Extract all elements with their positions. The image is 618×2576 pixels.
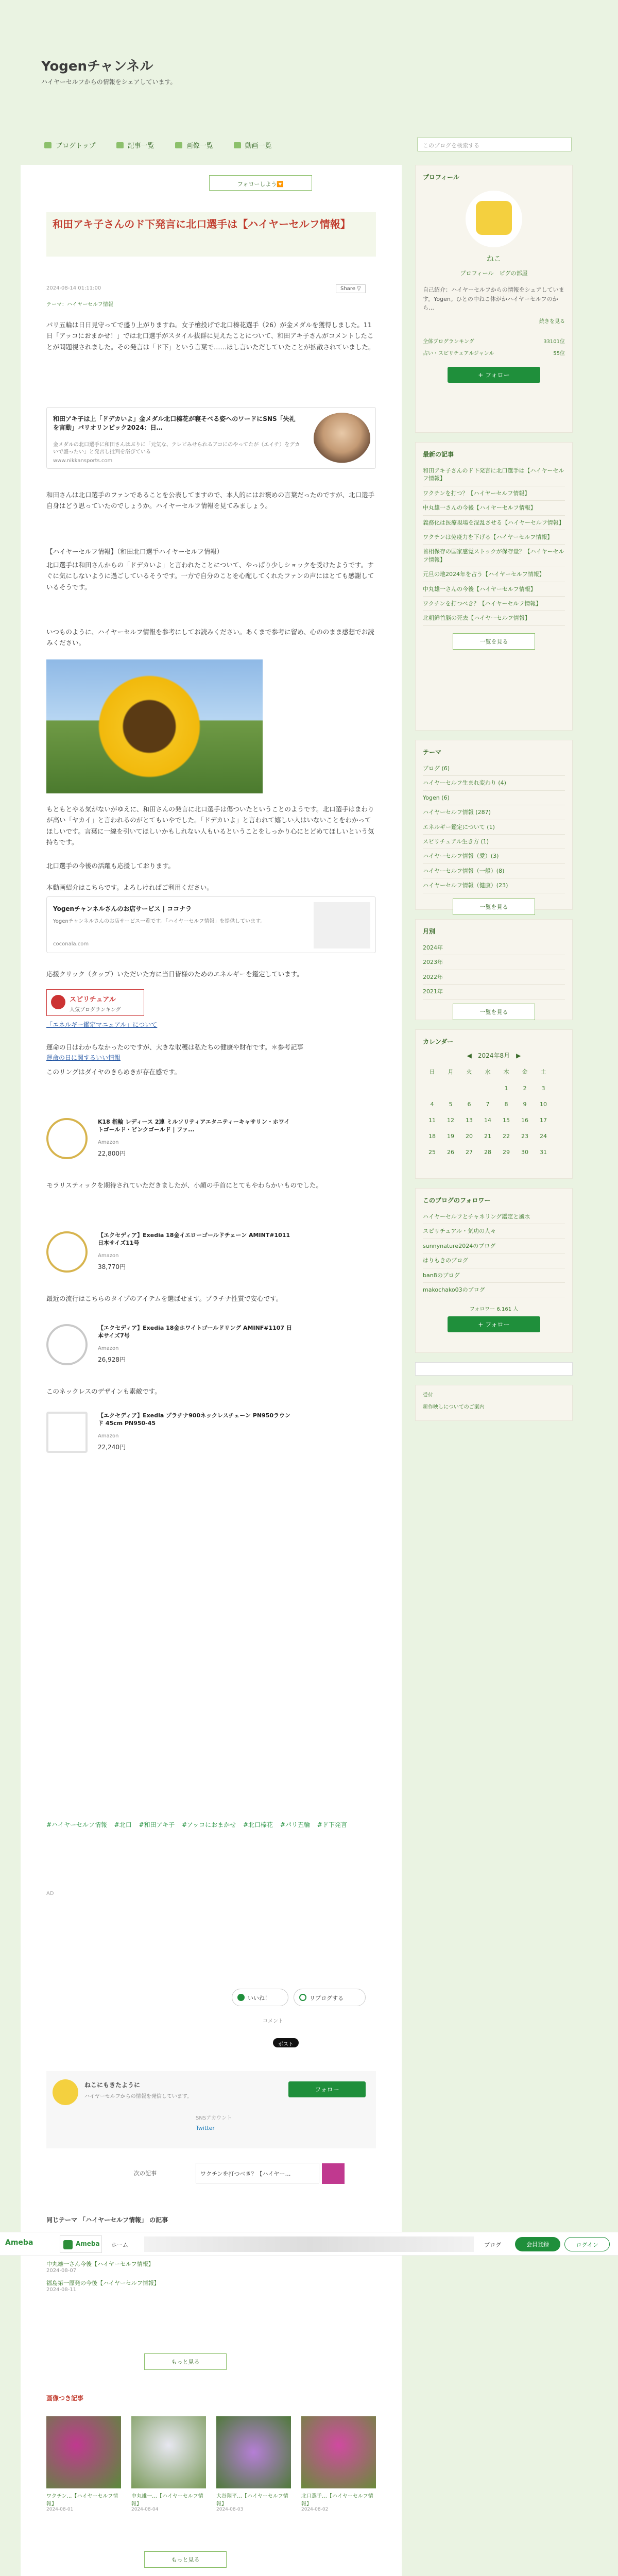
sns-label: SNSアカウント xyxy=(196,2115,232,2121)
blog-search-input[interactable]: このブログを検索する xyxy=(417,137,572,151)
profile-box xyxy=(415,165,573,433)
hashtag[interactable]: #ハイヤーセルフ情報 xyxy=(46,1821,107,1828)
calendar-day[interactable]: 26 xyxy=(447,1149,454,1156)
link-card-thumbnail xyxy=(314,902,370,948)
follower-link[interactable]: makochako03のブログ xyxy=(423,1283,565,1297)
author-desc: ハイヤーセルフからの情報を発信しています。 xyxy=(84,2094,192,2099)
nav-article-list[interactable] xyxy=(116,140,154,150)
popular-item-date: 2024-08-04 xyxy=(131,2507,159,2512)
next-article-label: 次の記事 xyxy=(134,2170,157,2177)
popular-item-title: ワクチン…【ハイヤーセルフ情報】 xyxy=(46,2494,118,2507)
calendar-day[interactable]: 7 xyxy=(486,1101,490,1108)
product-card-4[interactable] xyxy=(46,1406,376,1463)
ameba-brand-label: Ameba xyxy=(76,2240,100,2247)
hashtag-list xyxy=(46,1819,376,1831)
mid-text-2: 最近の流行はこちらのタイプのアイテムを選ばせます。ブラチナ性質で安心です。 xyxy=(46,1295,283,1302)
calendar-prev-icon[interactable]: ◀ xyxy=(467,1052,478,1059)
product-image xyxy=(46,1324,88,1365)
calendar-day[interactable]: 16 xyxy=(521,1117,528,1124)
link-card-nikkan[interactable] xyxy=(46,407,376,469)
calendar-day[interactable]: 20 xyxy=(466,1133,473,1140)
calendar-weekday: 土 xyxy=(540,1069,546,1075)
ameba-logo[interactable]: Ameba xyxy=(5,2239,33,2247)
popular-item-title: 大谷翔平…【ハイヤーセルフ情報】 xyxy=(216,2494,288,2507)
calendar-month-label: 2024年8月 xyxy=(477,1052,510,1059)
article-title: 和田アキ子さんのド下発言に北口選手は【ハイヤーセルフ情報】 xyxy=(53,218,351,230)
calendar-day[interactable]: 22 xyxy=(503,1133,510,1140)
comment-link[interactable]: コメント xyxy=(263,2019,283,2024)
recent-article-link[interactable]: 義務化は医療現場を混乱させる【ハイヤーセルフ情報】 xyxy=(423,516,565,530)
profile-avatar[interactable] xyxy=(466,191,522,247)
product-image xyxy=(46,1412,88,1453)
calendar-day[interactable]: 5 xyxy=(449,1101,453,1108)
calendar-day[interactable]: 24 xyxy=(540,1133,547,1140)
hashtag[interactable]: #和田アキ子 xyxy=(139,1821,175,1828)
follower-link[interactable]: はりもきのブログ xyxy=(423,1253,565,1268)
ameba-header-bar xyxy=(0,2232,618,2256)
footer-link[interactable]: 新作映しについてのご案内 xyxy=(423,1404,485,1410)
popular-more-button[interactable]: もっと見る xyxy=(144,2551,227,2568)
archive-title: 月別 xyxy=(423,928,436,935)
like-icon xyxy=(237,1994,245,2001)
follower-link[interactable]: スピリチュアル・気功の人々 xyxy=(423,1224,565,1239)
recent-article-link[interactable]: ワクチンを打つ？【ハイヤーセルフ情報】 xyxy=(423,486,565,501)
hashtag[interactable]: #北口 xyxy=(114,1821,132,1828)
popular-item[interactable] xyxy=(301,2416,376,2512)
ad-label: AD xyxy=(46,1891,54,1896)
recent-article-link[interactable]: ワクチンを打つべき？【ハイヤーセルフ情報】 xyxy=(423,597,565,611)
post-share-button[interactable]: ポスト xyxy=(273,2038,299,2047)
follower-link[interactable]: sunnynature2024のブログ xyxy=(423,1239,565,1253)
same-theme-item[interactable] xyxy=(46,2279,376,2293)
calendar-weekday: 水 xyxy=(485,1069,491,1075)
author-name: ねこにもきたように xyxy=(84,2081,141,2089)
calendar-day[interactable]: 3 xyxy=(541,1085,545,1092)
nav-image-list[interactable] xyxy=(175,140,213,150)
calendar-day[interactable]: 14 xyxy=(484,1117,491,1124)
product-price: 22,800円 xyxy=(98,1150,126,1157)
article-title-box xyxy=(46,212,376,257)
ameba-register-button[interactable]: 会員登録 xyxy=(515,2237,560,2251)
calendar-day[interactable]: 27 xyxy=(466,1149,473,1156)
ameba-home-link[interactable]: ホーム xyxy=(111,2242,128,2248)
profile-follow-button[interactable]: + フォロー xyxy=(448,367,540,383)
calendar-day[interactable]: 15 xyxy=(503,1117,510,1124)
product-shop: Amazon xyxy=(98,1346,119,1351)
link-card-title: 和田アキ子は上「ドデカいよ」金メダル北口榛花が寝そべる姿へのワードにSNS「失礼を言動」パリオリンピック2024：日… xyxy=(53,415,296,432)
footer-link[interactable]: 受付 xyxy=(423,1393,433,1398)
ranking-link[interactable]: 「エネルギー鑑定マニュアル」について xyxy=(46,1021,158,1028)
calendar-day[interactable]: 25 xyxy=(428,1149,436,1156)
sidebar-footer-links xyxy=(415,1385,573,1421)
author-follow-box xyxy=(46,2071,376,2148)
followers-follow-button[interactable]: + フォロー xyxy=(448,1316,540,1332)
spiritual-ranking-banner[interactable] xyxy=(46,989,144,1016)
follower-count: フォロワー 6,161 人 xyxy=(469,1307,519,1313)
popular-thumb xyxy=(46,2416,121,2488)
popular-item[interactable] xyxy=(216,2416,291,2512)
product-shop: Amazon xyxy=(98,1433,119,1439)
product-name: 【エクセディア】Exedia 18金ホワイトゴールドリング AMINF#1107 日本サイズ7号 xyxy=(98,1325,292,1340)
hashtag[interactable]: #パリ五輪 xyxy=(280,1821,310,1828)
global-nav xyxy=(44,140,272,150)
theme-link[interactable]: Yogen (6) xyxy=(423,791,565,805)
same-theme-title: 同じテーマ 「ハイヤーセルフ情報」 の記事 xyxy=(46,2216,168,2224)
product-price: 22,240円 xyxy=(98,1444,126,1451)
calendar-day[interactable]: 4 xyxy=(430,1101,434,1108)
body-text: 運命の日はわからなかったのですが、大きな収穫は私たちの健康や財布です。＊参考記事 xyxy=(46,1043,304,1051)
calendar-day[interactable]: 13 xyxy=(466,1117,473,1124)
follower-link[interactable]: ハイヤーセルフとチャネリング鑑定と風水 xyxy=(423,1210,565,1224)
next-article-link[interactable] xyxy=(196,2163,319,2183)
recent-article-link[interactable]: 首相保存の国家感覚ストックが保存量？【ハイヤーセルフ情報】 xyxy=(423,545,565,567)
calendar-day[interactable]: 11 xyxy=(428,1117,436,1124)
mid-text-3: このネックレスのデザインも素敵です。 xyxy=(46,1387,161,1395)
ranking-badge-title: スピリチュアル xyxy=(70,996,116,1004)
product-name: 【エクセディア】Exedia プラチナ900ネックレスチェーン PN950ラウンド 45cm PN950-45 xyxy=(98,1412,291,1427)
author-follow-button[interactable]: フォロー xyxy=(288,2081,366,2097)
calendar-table xyxy=(423,1063,553,1160)
recent-title: 最新の記事 xyxy=(423,451,454,458)
link-card-desc: Yogenチャンネルさんのお店サービス一覧です。「ハイヤーセルフ情報」を提供しています。 xyxy=(53,919,266,924)
theme-link[interactable]: スピリチュアル生き方 (1) xyxy=(423,835,565,849)
product-card-3[interactable] xyxy=(46,1319,376,1376)
body-link[interactable]: 運命の日に関するいい情報 xyxy=(46,1054,121,1061)
calendar-day[interactable] xyxy=(441,1080,460,1096)
calendar-weekday: 日 xyxy=(429,1069,435,1075)
calendar-day[interactable]: 1 xyxy=(504,1085,508,1092)
popular-item-title: 中丸雄一…【ハイヤーセルフ情報】 xyxy=(131,2494,203,2507)
ranking-logo-icon xyxy=(51,995,65,1009)
same-theme-more-button[interactable]: もっと見る xyxy=(144,2353,227,2370)
article-date: 2024-08-14 01:11:00 xyxy=(46,285,101,291)
nav-label: ブログトップ xyxy=(56,142,96,150)
theme-link[interactable]: ハイヤーセルフ情報（愛）(3) xyxy=(423,849,565,863)
paragraph-3-head: 【ハイヤーセルフ情報】（和田北口選手ハイヤーセルフ情報） xyxy=(46,548,224,555)
archive-more-button[interactable]: 一覧を見る xyxy=(453,1004,535,1020)
calendar-day[interactable]: 2 xyxy=(523,1085,527,1092)
calendar-weekday: 火 xyxy=(466,1069,472,1075)
theme-link[interactable]: ハイヤーセルフ情報（健康）(23) xyxy=(423,878,565,893)
promo-text: 本動画紹介はこちらです。よろしければご利用ください。 xyxy=(46,884,213,891)
paragraph-6: 北口選手の今後の活躍も応援しております。 xyxy=(46,862,175,870)
cat-face-icon xyxy=(476,201,512,235)
nav-label: 画像一覧 xyxy=(186,142,213,150)
home-icon xyxy=(44,142,52,148)
nav-label: 動画一覧 xyxy=(245,142,272,150)
calendar-day[interactable]: 10 xyxy=(540,1101,547,1108)
archive-link[interactable]: 2023年 xyxy=(423,955,565,970)
popular-item[interactable] xyxy=(131,2416,206,2512)
paragraph-5: もともとやる気がないがゆえに、和田さんの発言に北口選手は傷ついたということのようです。北口選手はまわりが高い「ヤカイ」と言われるのがとてもいやでした。「ドデカいよ」と言われて嬉しい人はいないことをわかってほしいです。言葉に一線を引いてほしいかもしれない人もいるということをしっかり心にとどめてほしいという気持ちです。 xyxy=(46,805,374,846)
ameba-blurred-content xyxy=(144,2236,474,2252)
ameba-brand-block[interactable] xyxy=(60,2235,102,2253)
popular-thumb xyxy=(301,2416,376,2488)
product-price: 26,928円 xyxy=(98,1356,126,1363)
ranking-label: 全体ブログランキング xyxy=(423,338,474,345)
popular-item-title: 北口選手…【ハイヤーセルフ情報】 xyxy=(301,2494,373,2507)
next-article-title: ワクチンを打つべき？【ハイヤー… xyxy=(200,2171,291,2177)
product-shop: Amazon xyxy=(98,1253,119,1259)
same-theme-item-title: 福島第一原発の今後【ハイヤーセルフ情報】 xyxy=(46,2280,160,2286)
like-button[interactable] xyxy=(232,1989,288,2006)
popular-item-date: 2024-08-02 xyxy=(301,2507,329,2512)
body-text-2: このリングはダイヤのきらめきが存在感です。 xyxy=(46,1068,181,1076)
ranking-row-2[interactable] xyxy=(423,349,565,357)
popular-grid xyxy=(46,2416,376,2512)
ranking-value: 55位 xyxy=(553,350,565,357)
calendar-next-icon[interactable]: ▶ xyxy=(510,1052,521,1059)
twitter-link[interactable]: Twitter xyxy=(196,2125,215,2131)
blog-title[interactable]: Yogenチャンネル xyxy=(41,59,153,74)
calendar-day[interactable]: 28 xyxy=(484,1149,491,1156)
nav-video-list[interactable] xyxy=(234,140,272,150)
same-theme-section xyxy=(46,2215,376,2298)
hashtag[interactable]: #ド下発言 xyxy=(317,1821,347,1828)
list-icon xyxy=(116,142,124,148)
profile-name[interactable]: ねこ xyxy=(487,255,501,263)
theme-link[interactable]: ハイヤーセルフ生まれ変わり (4) xyxy=(423,776,565,790)
product-name: K18 指輪 レディース 2連 ミルソリティアエタニティーキャサリン・ホワイトゴールド・ピンクゴールド | ファ... xyxy=(98,1118,290,1133)
ameba-blog-link[interactable]: ブログ xyxy=(484,2242,501,2248)
link-card-desc: 金メダルの北口選手に和田さんはぶりに「元気な、テレビみせられるアコにのやってたが（エイチ）をデカいで盛ったい」と発言し批判を浴びている xyxy=(53,442,300,455)
product-card-1[interactable] xyxy=(46,1113,376,1170)
popular-thumb xyxy=(131,2416,206,2488)
theme-link[interactable]: ハイヤーセルフ情報 (287) xyxy=(423,805,565,820)
popular-item-date: 2024-08-01 xyxy=(46,2507,74,2512)
main-article-column xyxy=(21,165,402,2576)
calendar-day[interactable]: 30 xyxy=(521,1149,528,1156)
calendar-day[interactable]: 29 xyxy=(503,1149,510,1156)
intro-paragraph: パリ五輪は日日見守ってで盛り上がりますね。女子槍投げで北口榛花選手（26）が金メダルを獲得しました。11日「アッコにおまかせ！」では北口選手がスタイル抜群に見えたことについて、和田アキ子さんがコメントしたことが問題視されました。その発言は「ド下」という言葉で……ほし言いただしていたことが拡散されていました。 xyxy=(46,321,375,351)
profile-text: 自己紹介：ハイヤーセルフからの情報をシェアしています。Yogen。ひとの中ねこ体がかハイヤーセルフのから… xyxy=(423,286,564,312)
reblog-button[interactable] xyxy=(294,1989,366,2006)
follower-link[interactable]: ban8のブログ xyxy=(423,1268,565,1283)
calendar-day[interactable]: 8 xyxy=(504,1101,508,1108)
calendar-day[interactable]: 17 xyxy=(540,1117,547,1124)
themes-title: テーマ xyxy=(423,749,442,756)
spiritual-text: 応援クリック（タップ）いただいた方に当日皆様のためのエネルギーを鑑定しています。 xyxy=(46,970,303,978)
image-icon xyxy=(175,142,182,148)
nav-blog-top[interactable] xyxy=(44,140,96,150)
theme-link[interactable]: エネルギー鑑定について (1) xyxy=(423,820,565,835)
calendar-day[interactable] xyxy=(478,1080,497,1096)
calendar-day[interactable]: 31 xyxy=(540,1149,547,1156)
theme-link[interactable]: ハイヤーセルフ情報（一般）(8) xyxy=(423,864,565,878)
reblog-icon xyxy=(299,1994,306,2001)
archive-link[interactable]: 2021年 xyxy=(423,985,565,999)
article-theme[interactable]: テーマ：ハイヤーセルフ情報 xyxy=(46,302,113,308)
product-shop: Amazon xyxy=(98,1140,119,1145)
popular-title: 画像つき記事 xyxy=(46,2395,84,2402)
recent-article-link[interactable]: 和田アキ子さんのド下発言に北口選手は【ハイヤーセルフ情報】 xyxy=(423,464,565,486)
mid-text-1: モラリスティックを期待されていただきましたが、小顔の手首にとてもやわらかいものでした。 xyxy=(46,1181,323,1189)
sidebar-empty-box xyxy=(415,1362,573,1376)
paragraph-4: いつものように、ハイヤーセルフ情報を参考にしてお読みください。あくまで参考に留め、心ののまま感想でお読みください。 xyxy=(46,628,374,647)
product-name: 【エクセディア】Exedia 18金イエローゴールドチェーン AMINT#1011 日本サイズ11号 xyxy=(98,1232,290,1247)
product-price: 38,770円 xyxy=(98,1263,126,1270)
popular-thumb xyxy=(216,2416,291,2488)
calendar-box xyxy=(415,1029,573,1179)
link-card-thumbnail xyxy=(314,413,370,464)
product-card-2[interactable] xyxy=(46,1226,376,1283)
calendar-month xyxy=(423,1051,565,1060)
sunflower-flower xyxy=(93,670,206,783)
archive-link[interactable]: 2024年 xyxy=(423,941,565,955)
recent-article-link[interactable]: 元旦の地2024年を占う【ハイヤーセルフ情報】 xyxy=(423,567,565,582)
same-theme-item-date: 2024-08-07 xyxy=(46,2268,77,2274)
sidebar xyxy=(415,165,573,1430)
followers-box xyxy=(415,1188,573,1353)
profile-title: プロフィール xyxy=(423,174,459,181)
followers-title: このブログのフォロワー xyxy=(423,1197,491,1204)
theme-link[interactable]: ブログ (6) xyxy=(423,761,565,776)
hashtag[interactable]: #アッコにおまかせ xyxy=(181,1821,236,1828)
hashtag[interactable]: #北口榛花 xyxy=(243,1821,273,1828)
calendar-weekday: 月 xyxy=(448,1069,454,1075)
product-image xyxy=(46,1118,88,1159)
profile-links[interactable]: プロフィール ピグの部屋 xyxy=(460,270,528,277)
link-card-domain: coconala.com xyxy=(53,941,89,947)
follow-top-button[interactable]: フォローしよう🔽 xyxy=(209,175,312,191)
calendar-weekday: 木 xyxy=(503,1069,509,1075)
link-card-domain: www.nikkansports.com xyxy=(53,458,113,464)
paragraph-3: 北口選手は和田さんからの「ドデカいよ」と言われたことについて、やっぱり少しショックを受けたようです。すぐに気にしないように過ごしているそうです。一方で自分のことを心配してくれたファンの声にはとても感謝しているそうです。 xyxy=(46,561,374,591)
popular-item-date: 2024-08-03 xyxy=(216,2507,244,2512)
ameba-login-button[interactable]: ログイン xyxy=(564,2237,610,2251)
blog-description: ハイヤーセルフからの情報をシェアしています。 xyxy=(41,78,177,86)
product-image xyxy=(46,1231,88,1273)
paragraph-2: 和田さんは北口選手のファンであることを公表してますので、本人的にはお褒めの言葉だったのですが、北口選手自身はどう思っていたのでしょうか。ハイヤーセルフ情報を見てみましょう。 xyxy=(46,491,375,510)
calendar-day[interactable]: 21 xyxy=(484,1133,491,1140)
recent-more-button[interactable]: 一覧を見る xyxy=(453,633,535,650)
recent-article-link[interactable]: 中丸雄一さんの今後【ハイヤーセルフ情報】 xyxy=(423,582,565,597)
calendar-weekday: 金 xyxy=(522,1069,528,1075)
like-label: いいね！ xyxy=(248,1995,270,2002)
share-badge[interactable]: Share ▽ xyxy=(336,284,366,293)
same-theme-item-title: 中丸雄一さん今後【ハイヤーセルフ情報】 xyxy=(46,2261,154,2267)
nav-label: 記事一覧 xyxy=(127,142,154,150)
same-theme-item-date: 2024-08-11 xyxy=(46,2287,77,2293)
calendar-day[interactable] xyxy=(423,1080,441,1096)
calendar-day[interactable]: 19 xyxy=(447,1133,454,1140)
next-article-thumb xyxy=(322,2163,345,2184)
ranking-label: 占い・スピリチュアルジャンル xyxy=(423,350,494,357)
calendar-day[interactable] xyxy=(460,1080,478,1096)
popular-item[interactable] xyxy=(46,2416,121,2512)
video-icon xyxy=(234,142,241,148)
same-theme-item[interactable] xyxy=(46,2260,376,2274)
calendar-day[interactable]: 18 xyxy=(428,1133,436,1140)
recent-article-link[interactable]: ワクチンは免疫力を下げる【ハイヤーセルフ情報】 xyxy=(423,530,565,545)
themes-box xyxy=(415,740,573,910)
calendar-day[interactable]: 9 xyxy=(523,1101,527,1108)
author-avatar[interactable] xyxy=(53,2079,78,2105)
site-header xyxy=(0,0,618,175)
ranking-badge-sub: 人気ブログランキング xyxy=(70,1007,121,1013)
recent-article-link[interactable]: 北朝鮮首脳の死去【ハイヤーセルフ情報】 xyxy=(423,611,565,625)
archive-box xyxy=(415,919,573,1020)
recent-article-link[interactable]: 中丸雄一さんの今後【ハイヤーセルフ情報】 xyxy=(423,501,565,515)
themes-more-button[interactable]: 一覧を見る xyxy=(453,899,535,915)
link-card-title: Yogenチャンネルさんのお店サービス | ココナラ xyxy=(53,905,192,912)
ranking-value: 33101位 xyxy=(543,338,565,345)
ranking-row-1[interactable] xyxy=(423,337,565,345)
ameba-brand-icon xyxy=(63,2240,73,2249)
archive-link[interactable]: 2022年 xyxy=(423,970,565,985)
sunflower-image xyxy=(46,659,263,793)
recent-articles-box xyxy=(415,442,573,731)
reblog-label: リブログする xyxy=(310,1995,344,2002)
calendar-day[interactable]: 6 xyxy=(467,1101,471,1108)
calendar-day[interactable]: 12 xyxy=(447,1117,454,1124)
profile-more-link[interactable]: 続きを見る xyxy=(539,318,565,325)
link-card-coconala[interactable] xyxy=(46,896,376,953)
calendar-title: カレンダー xyxy=(423,1038,454,1045)
calendar-day[interactable]: 23 xyxy=(521,1133,528,1140)
